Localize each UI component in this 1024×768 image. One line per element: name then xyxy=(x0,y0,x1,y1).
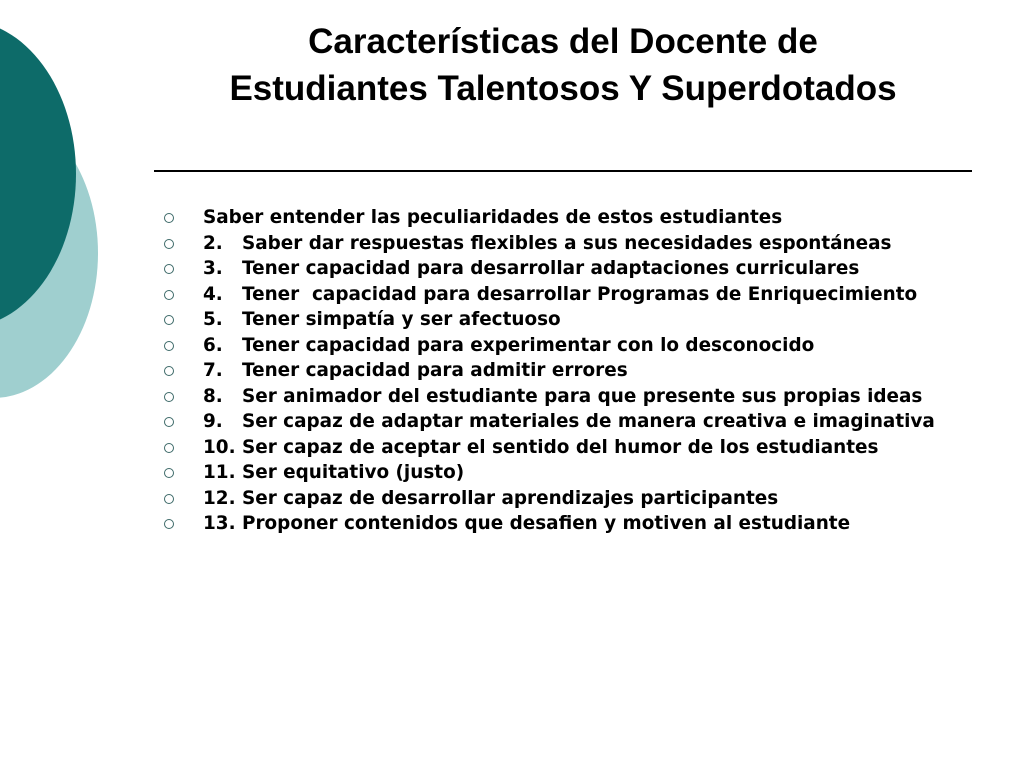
list-item xyxy=(160,386,980,407)
bullet-icon xyxy=(164,392,174,402)
bullet-icon xyxy=(164,239,174,249)
title-line-2: Estudiantes Talentosos Y Superdotados xyxy=(229,69,897,108)
list-item xyxy=(160,488,980,509)
bullet-list xyxy=(160,207,980,539)
title-divider xyxy=(154,170,972,172)
title-line-1: Características del Docente de xyxy=(308,22,818,61)
list-item xyxy=(160,437,980,458)
list-item-text: 12. Ser capaz de desarrollar aprendizajes participantes xyxy=(203,487,779,509)
list-item-text: 9. Ser capaz de adaptar materiales de manera creativa e imaginativa xyxy=(203,411,935,432)
bullet-icon xyxy=(164,264,174,274)
list-item xyxy=(160,360,980,381)
list-item-text: 2. Saber dar respuestas flexibles a sus necesidades espontáneas xyxy=(203,232,892,254)
list-item-text: 6. Tener capacidad para experimentar con lo desconocido xyxy=(203,334,815,356)
list-item xyxy=(160,207,980,228)
bullet-icon xyxy=(164,519,174,529)
list-item-text: Saber entender las peculiaridades de estos estudiantes xyxy=(203,207,783,228)
list-item-text: 10. Ser capaz de aceptar el sentido del humor de los estudiantes xyxy=(203,436,879,458)
list-item xyxy=(160,258,980,279)
list-item xyxy=(160,284,980,305)
bullet-icon xyxy=(164,417,174,427)
bullet-icon xyxy=(164,290,174,300)
list-item xyxy=(160,462,980,483)
bullet-icon xyxy=(164,341,174,351)
list-item xyxy=(160,335,980,356)
list-item-text: 13. Proponer contenidos que desafien y motiven al estudiante xyxy=(203,513,851,534)
list-item-text: 8. Ser animador del estudiante para que presente sus propias ideas xyxy=(203,385,923,407)
list-item-text: 7. Tener capacidad para admitir errores xyxy=(203,360,628,381)
bullet-icon xyxy=(164,366,174,376)
list-item xyxy=(160,233,980,254)
bullet-icon xyxy=(164,213,174,223)
list-item xyxy=(160,513,980,534)
list-item xyxy=(160,411,980,432)
list-item-text: 11. Ser equitativo (justo) xyxy=(203,462,465,483)
list-item-text: 3. Tener capacidad para desarrollar adaptaciones curriculares xyxy=(203,258,860,279)
bullet-icon xyxy=(164,494,174,504)
slide-title xyxy=(150,18,976,112)
list-item-text: 4. Tener capacidad para desarrollar Programas de Enriquecimiento xyxy=(203,283,918,305)
list-item xyxy=(160,309,980,330)
bullet-icon xyxy=(164,315,174,325)
bullet-icon xyxy=(164,468,174,478)
bullet-icon xyxy=(164,443,174,453)
list-item-text: 5. Tener simpatía y ser afectuoso xyxy=(203,309,561,330)
